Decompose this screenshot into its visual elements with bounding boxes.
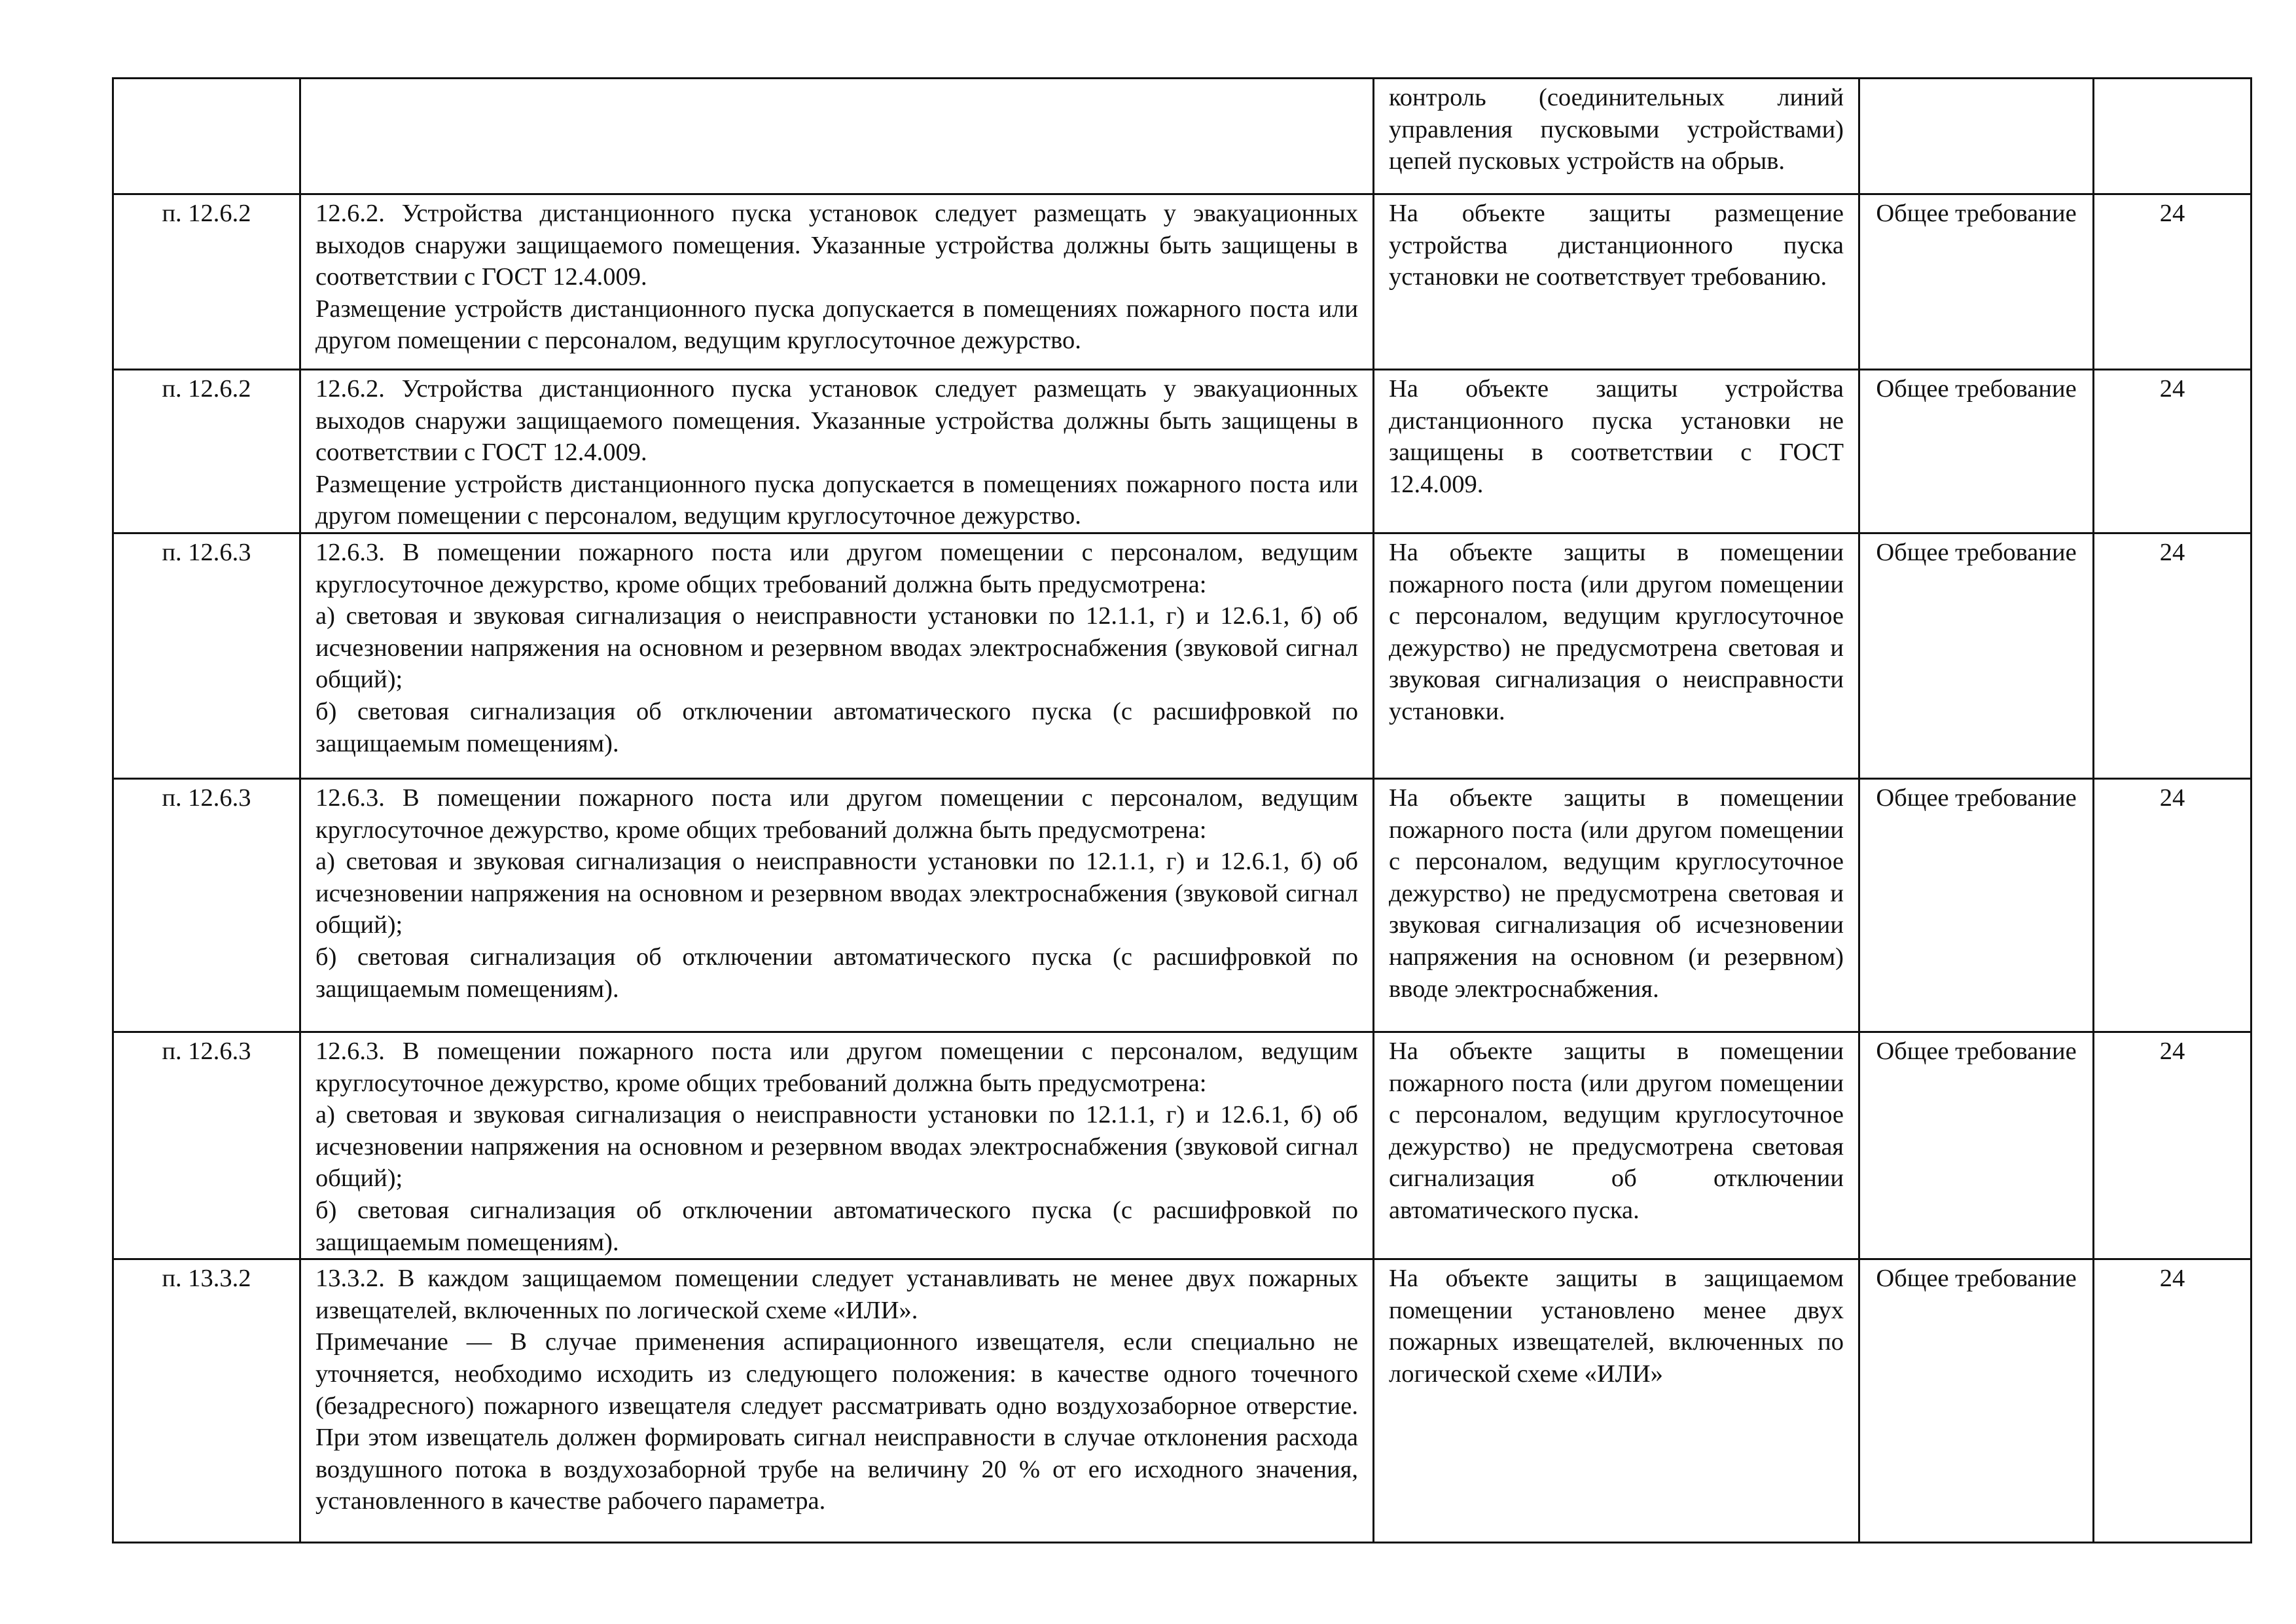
table-row [113, 778, 2251, 1032]
cell-number: 24 [2094, 1259, 2251, 1543]
cell-requirement-type: Общее требование [1859, 1259, 2094, 1543]
requirement-paragraph: а) световая и звуковая сигнализация о неисправности установки по 12.1.1, г) и 12.6.1, б) об исчезновении напряжения на основном и резервном вводах электроснабжения (звуковой сигнал общий); [315, 602, 1358, 694]
cell-reference: п. 13.3.2 [113, 1259, 300, 1543]
requirement-paragraph: а) световая и звуковая сигнализация о неисправности установки по 12.1.1, г) и 12.6.1, б) об исчезновении напряжения на основном и резервном вводах электроснабжения (звуковой сигнал общий); [315, 1101, 1358, 1193]
cell-requirement [300, 1032, 1374, 1259]
cell-violation: На объекте защиты в помещении пожарного поста (или другом помещении с персоналом, ведущим круглосуточное дежурство) не предусмотрена световая и звуковая сигнализация о неисправности установки. [1374, 533, 1859, 778]
cell-requirement [300, 778, 1374, 1032]
requirement-paragraph: б) световая сигнализация об отключении автоматического пуска (с расшифровкой по защищаемым помещениям). [315, 697, 1358, 757]
cell-requirement-type: Общее требование [1859, 533, 2094, 778]
table-row [113, 1259, 2251, 1543]
cell-violation: На объекте защиты в помещении пожарного поста (или другом помещении с персоналом, ведущим круглосуточное дежурство) не предусмотрена световая и звуковая сигнализация об исчезновении напряжения на основном (и резервном) вводе электроснабжения. [1374, 778, 1859, 1032]
violations-table [112, 77, 2252, 1543]
cell-violation: На объекте защиты в защищаемом помещении установлено менее двух пожарных извещателей, включенных по логической схеме «ИЛИ» [1374, 1259, 1859, 1543]
cell-violation: На объекте защиты устройства дистанционного пуска установки не защищены в соответствии с ГОСТ 12.4.009. [1374, 370, 1859, 533]
cell-requirement-type [1859, 79, 2094, 194]
cell-requirement [300, 533, 1374, 778]
table-row [113, 194, 2251, 370]
requirement-paragraph: Примечание — В случае применения аспирационного извещателя, если специально не уточняется, необходимо исходить из следующего положения: в качестве одного точечного (безадресного) пожарного извещателя следует рассматривать одно воздухозаборное отверстие. При этом извещатель должен формировать сигнал неисправности в случае отклонения расхода воздушного потока в воздухозаборной трубе на величину 20 % от его исходного значения, установленного в качестве рабочего параметра. [315, 1328, 1358, 1515]
requirement-paragraph: 12.6.3. В помещении пожарного поста или другом помещении с персоналом, ведущим круглосуточное дежурство, кроме общих требований должна быть предусмотрена: [315, 784, 1358, 844]
cell-reference: п. 12.6.2 [113, 370, 300, 533]
cell-reference [113, 79, 300, 194]
cell-violation: На объекте защиты размещение устройства дистанционного пуска установки не соответствует требованию. [1374, 194, 1859, 370]
cell-number: 24 [2094, 778, 2251, 1032]
cell-requirement-type: Общее требование [1859, 194, 2094, 370]
requirement-paragraph: 12.6.3. В помещении пожарного поста или другом помещении с персоналом, ведущим круглосуточное дежурство, кроме общих требований должна быть предусмотрена: [315, 538, 1358, 598]
cell-reference: п. 12.6.3 [113, 778, 300, 1032]
table-row [113, 1032, 2251, 1259]
table-row [113, 370, 2251, 533]
cell-reference: п. 12.6.2 [113, 194, 300, 370]
requirement-paragraph: а) световая и звуковая сигнализация о неисправности установки по 12.1.1, г) и 12.6.1, б) об исчезновении напряжения на основном и резервном вводах электроснабжения (звуковой сигнал общий); [315, 848, 1358, 939]
requirement-paragraph: б) световая сигнализация об отключении автоматического пуска (с расшифровкой по защищаемым помещениям). [315, 1196, 1358, 1256]
requirement-paragraph: 13.3.2. В каждом защищаемом помещении следует устанавливать не менее двух пожарных извещателей, включенных по логической схеме «ИЛИ». [315, 1265, 1358, 1324]
cell-requirement [300, 79, 1374, 194]
requirement-paragraph: 12.6.2. Устройства дистанционного пуска установок следует размещать у эвакуационных выходов снаружи защищаемого помещения. Указанные устройства должны быть защищены в соответствии с ГОСТ 12.4.009. [315, 200, 1358, 291]
table-row [113, 79, 2251, 194]
requirement-paragraph: Размещение устройств дистанционного пуска допускается в помещениях пожарного поста или другом помещении с персоналом, ведущим круглосуточное дежурство. [315, 470, 1358, 530]
cell-violation: контроль (соединительных линий управления пусковыми устройствами) цепей пусковых устройств на обрыв. [1374, 79, 1859, 194]
cell-requirement-type: Общее требование [1859, 370, 2094, 533]
cell-number: 24 [2094, 194, 2251, 370]
requirement-paragraph: б) световая сигнализация об отключении автоматического пуска (с расшифровкой по защищаемым помещениям). [315, 943, 1358, 1003]
cell-requirement [300, 194, 1374, 370]
cell-reference: п. 12.6.3 [113, 533, 300, 778]
cell-number: 24 [2094, 370, 2251, 533]
requirement-paragraph: 12.6.3. В помещении пожарного поста или другом помещении с персоналом, ведущим круглосуточное дежурство, кроме общих требований должна быть предусмотрена: [315, 1037, 1358, 1097]
cell-number [2094, 79, 2251, 194]
cell-reference: п. 12.6.3 [113, 1032, 300, 1259]
cell-number: 24 [2094, 1032, 2251, 1259]
document-page [112, 77, 2250, 1543]
cell-number: 24 [2094, 533, 2251, 778]
requirement-paragraph: 12.6.2. Устройства дистанционного пуска установок следует размещать у эвакуационных выходов снаружи защищаемого помещения. Указанные устройства должны быть защищены в соответствии с ГОСТ 12.4.009. [315, 375, 1358, 467]
cell-requirement-type: Общее требование [1859, 778, 2094, 1032]
cell-requirement [300, 1259, 1374, 1543]
cell-violation: На объекте защиты в помещении пожарного поста (или другом помещении с персоналом, ведущим круглосуточное дежурство) не предусмотрена световая сигнализация об отключении автоматического пуска. [1374, 1032, 1859, 1259]
cell-requirement [300, 370, 1374, 533]
requirement-paragraph: Размещение устройств дистанционного пуска допускается в помещениях пожарного поста или другом помещении с персоналом, ведущим круглосуточное дежурство. [315, 295, 1358, 355]
table-row [113, 533, 2251, 778]
cell-requirement-type: Общее требование [1859, 1032, 2094, 1259]
